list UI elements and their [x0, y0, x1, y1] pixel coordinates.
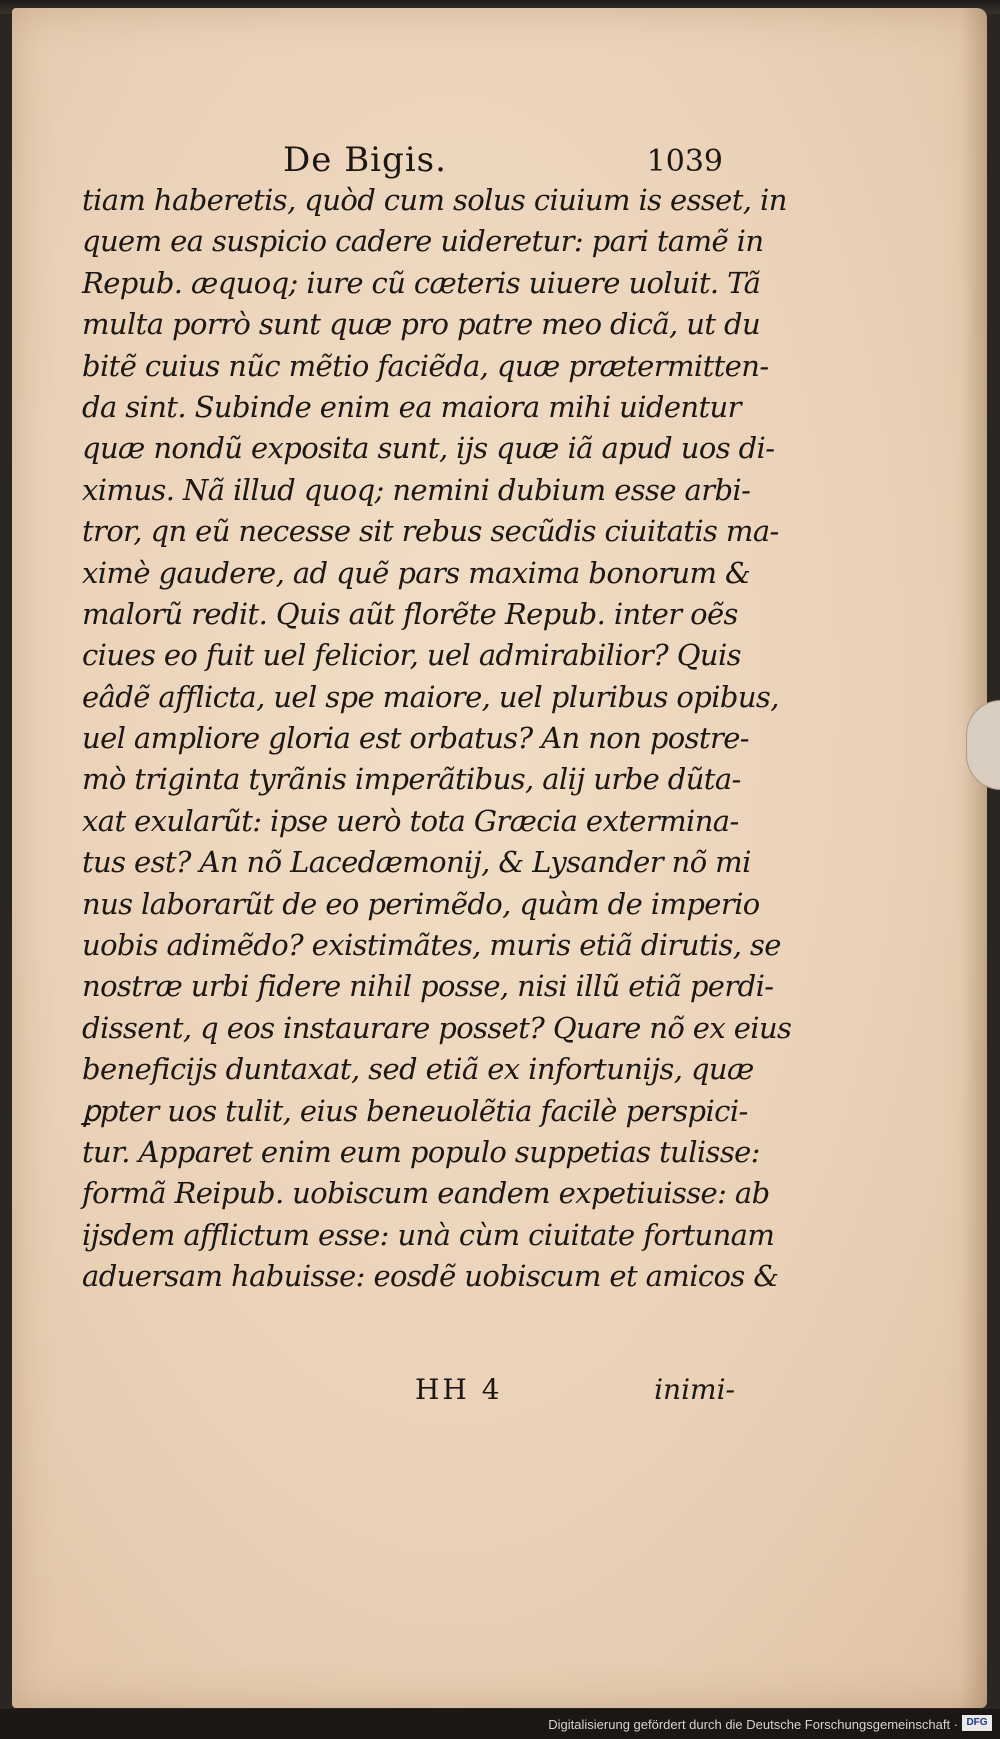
text-line: aduersam habuisse: eosdẽ uobiscum et amicos &: [82, 1259, 779, 1294]
text-line: mò triginta tyrãnis imperãtibus, alij urbe dũta-: [82, 762, 741, 797]
text-line: tiam haberetis, quòd cum solus ciuium is esset, in: [82, 183, 787, 217]
text-line: uobis adimẽdo? existimãtes, muris etiã dirutis, se: [82, 928, 781, 963]
text-line: ciues eo fuit uel felicior, uel admirabilior? Quis: [82, 638, 741, 673]
text-line: xat exularũt: ipse uerò tota Græcia extermina-: [82, 803, 739, 838]
text-line: da sint. Subinde enim ea maiora mihi uidentur: [82, 389, 741, 424]
text-line: tus est? An nõ Lacedæmonij, & Lysander nõ mi: [82, 845, 751, 880]
text-line: quæ nondũ exposita sunt, ijs quæ iã apud uos di-: [82, 431, 775, 466]
dfg-logo: DFG: [962, 1715, 992, 1731]
text-line: ximè gaudere, ad quẽ pars maxima bonorum &: [82, 555, 751, 590]
page-number: 1039: [646, 144, 723, 179]
text-line: ijsdem afflictum esse: unà cùm ciuitate fortunam: [82, 1217, 775, 1252]
text-line: tror, qn eũ necesse sit rebus secũdis ciuitatis ma-: [82, 514, 779, 549]
text-line: uel ampliore gloria est orbatus? An non postre-: [82, 721, 750, 756]
text-line: bitẽ cuius nũc mẽtio faciẽda, quæ prætermitten-: [82, 348, 769, 383]
text-line: beneficijs duntaxat, sed etiã ex infortunijs, quæ: [82, 1052, 754, 1087]
text-line: ximus. Nã illud quoq; nemini dubium esse arbi-: [82, 472, 751, 507]
text-line: quem ea suspicio cadere uideretur: pari tamẽ in: [82, 224, 764, 259]
body-text: [82, 180, 792, 1298]
funding-credit: Digitalisierung gefördert durch die Deutsche Forschungsgemeinschaft ·: [548, 1717, 958, 1732]
text-line: tur. Apparet enim eum populo suppetias tulisse:: [82, 1134, 760, 1169]
text-line: nostræ urbi fidere nihil posse, nisi illũ etiã perdi-: [82, 969, 774, 1004]
running-title: De Bigis.: [283, 140, 447, 180]
text-line: eâdẽ afflicta, uel spe maiore, uel pluribus opibus,: [82, 679, 779, 714]
page-gutter-shadow: [961, 8, 987, 1708]
signature-mark: HH 4: [415, 1373, 503, 1406]
signature-line: [415, 1373, 735, 1413]
text-line: dissent, q eos instaurare posset? Quare nõ ex eius: [82, 1010, 792, 1045]
text-line: multa porrò sunt quæ pro patre meo dicã, ut du: [82, 307, 761, 342]
text-line: ꝑpter uos tulit, eius beneuolẽtia facilè perspici-: [82, 1093, 748, 1128]
digitization-footer: [0, 1709, 1000, 1739]
running-head: [283, 140, 723, 184]
text-line: malorũ redit. Quis aũt florẽte Repub. inter oẽs: [82, 596, 738, 631]
text-line: formã Reipub. uobiscum eandem expetiuisse: ab: [82, 1176, 770, 1211]
text-line: nus laborarũt de eo perimẽdo, quàm de imperio: [82, 886, 760, 921]
text-line: Repub. æquoq; iure cũ cæteris uiuere uoluit. Tã: [82, 265, 761, 300]
catchword: inimi-: [654, 1373, 735, 1406]
